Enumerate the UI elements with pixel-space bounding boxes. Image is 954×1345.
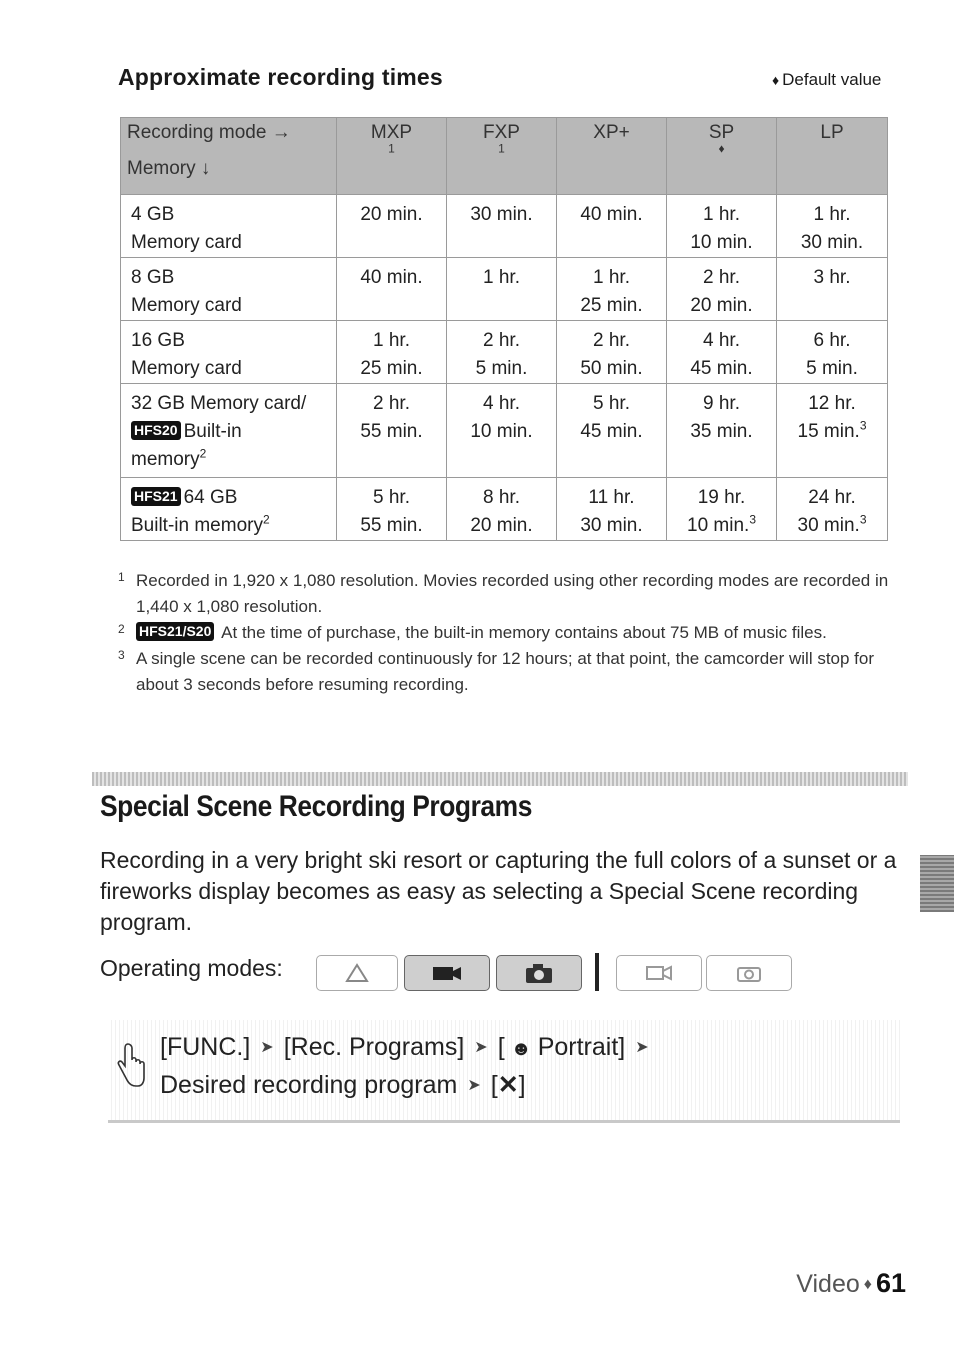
table-row xyxy=(121,321,888,384)
value-cell: 8 hr. 20 min. xyxy=(447,478,557,541)
header-memory: Memory ↓ xyxy=(127,158,211,179)
value-cell: 2 hr. 55 min. xyxy=(337,384,447,478)
portrait-icon: ☻ xyxy=(510,1038,532,1060)
value-cell: 3 hr. xyxy=(777,258,888,321)
value-cell: 19 hr. 10 min.$^3$ xyxy=(667,478,777,541)
value-cell: 30 min. xyxy=(447,195,557,258)
value-cell: 11 hr. 30 min. xyxy=(557,478,667,541)
section-divider xyxy=(92,772,908,786)
touch-hand-icon xyxy=(116,1040,146,1090)
footnote-2: 2 HFS21/S20 At the time of purchase, the built-in memory contains about 75 MB of music files. xyxy=(118,622,827,642)
value-cell: 1 hr. 10 min. xyxy=(667,195,777,258)
step-arrow-icon: ➤ xyxy=(260,1039,274,1056)
footer-section: Video xyxy=(796,1270,860,1298)
value-cell: 2 hr. 5 min. xyxy=(447,321,557,384)
page-footer xyxy=(796,1268,906,1299)
close-icon: ✕ xyxy=(497,1071,519,1099)
value-cell: 5 hr. 45 min. xyxy=(557,384,667,478)
memory-cell: 8 GB Memory card xyxy=(121,258,337,321)
table-row xyxy=(121,195,888,258)
header-lp: LP xyxy=(777,118,888,195)
func-menu-step: [FUNC.] xyxy=(160,1033,251,1061)
value-cell: 12 hr. 15 min.$^3$ xyxy=(777,384,888,478)
value-cell: 4 hr. 45 min. xyxy=(667,321,777,384)
page-number: 61 xyxy=(875,1268,906,1298)
memory-cell: 4 GB Memory card xyxy=(121,195,337,258)
footnote-1: 1 Recorded in 1,920 x 1,080 resolution. Movies recorded using other recording modes are recorded in 1,440 x 1,080 resolution. xyxy=(118,570,889,616)
recording-times-table xyxy=(120,117,888,541)
playback-photo-icon xyxy=(706,955,792,991)
header-mode: Recording mode → xyxy=(127,122,291,143)
header-mode-memory xyxy=(121,118,337,195)
playback-movie-icon xyxy=(616,955,702,991)
rec-programs-step: [Rec. Programs] xyxy=(283,1033,465,1061)
operating-modes-label: Operating modes: xyxy=(100,955,283,981)
table-header-row xyxy=(121,118,888,195)
auto-mode-icon xyxy=(316,955,398,991)
value-cell: 1 hr. 30 min. xyxy=(777,195,888,258)
table-row xyxy=(121,258,888,321)
step-arrow-icon: ➤ xyxy=(467,1077,481,1094)
memory-cell: 16 GB Memory card xyxy=(121,321,337,384)
footnote-3: 3 A single scene can be recorded continuously for 12 hours; at that point, the camcorder will stop for about 3 seconds before resuming recording. xyxy=(118,648,875,694)
table-row xyxy=(121,478,888,541)
value-cell: 1 hr. 25 min. xyxy=(557,258,667,321)
value-cell: 1 hr. xyxy=(447,258,557,321)
header-fxp: FXP $^1$ xyxy=(447,118,557,195)
step-arrow-icon: ➤ xyxy=(474,1039,488,1056)
value-cell: 6 hr. 5 min. xyxy=(777,321,888,384)
value-cell: 4 hr. 10 min. xyxy=(447,384,557,478)
movie-mode-icon xyxy=(404,955,490,991)
value-cell: 40 min. xyxy=(557,195,667,258)
command-line-1: [FUNC.] ➤ [Rec. Programs] ➤ [ ☻ Portrait] ➤ xyxy=(160,1033,649,1061)
model-badge: HFS21 xyxy=(131,487,181,506)
camera-mode-icon xyxy=(496,955,582,991)
header-mxp: MXP $^1$ xyxy=(337,118,447,195)
value-cell: 20 min. xyxy=(337,195,447,258)
chapter-tab xyxy=(920,855,954,912)
step-arrow-icon: ➤ xyxy=(635,1039,649,1056)
header-xp-plus: XP+ xyxy=(557,118,667,195)
default-marker: ♦ xyxy=(772,72,780,88)
value-cell: 5 hr. 55 min. xyxy=(337,478,447,541)
value-cell: 9 hr. 35 min. xyxy=(667,384,777,478)
value-cell: 1 hr. 25 min. xyxy=(337,321,447,384)
section2-title: Special Scene Recording Programs xyxy=(100,790,532,823)
value-cell: 2 hr. 20 min. xyxy=(667,258,777,321)
footer-separator: ♦ xyxy=(863,1276,872,1293)
footnotes xyxy=(118,568,893,698)
memory-cell: 32 GB Memory card/ HFS20 Built-in memory$^2$ xyxy=(121,384,337,478)
value-cell: 40 min. xyxy=(337,258,447,321)
header-sp: SP ♦ xyxy=(667,118,777,195)
portrait-step: Portrait] xyxy=(537,1033,626,1061)
value-cell: 2 hr. 50 min. xyxy=(557,321,667,384)
table-row xyxy=(121,384,888,478)
value-cell: 24 hr. 30 min.$^3$ xyxy=(777,478,888,541)
default-value-note xyxy=(772,70,881,90)
intro-paragraph: Recording in a very bright ski resort or capturing the full colors of a sunset or a fireworks display becomes as easy as selecting a Special Scene recording program. xyxy=(100,847,897,935)
command-line-2: Desired recording program ➤ [✕] xyxy=(160,1071,526,1099)
desired-program-step: Desired recording program xyxy=(160,1071,458,1099)
mode-separator xyxy=(595,953,599,991)
model-badge: HFS20 xyxy=(131,421,181,440)
section-title: Approximate recording times xyxy=(118,64,443,90)
model-badge: HFS21/S20 xyxy=(136,622,214,641)
default-note-text: Default value xyxy=(782,70,882,89)
memory-cell: HFS21 64 GB Built-in memory$^2$ xyxy=(121,478,337,541)
